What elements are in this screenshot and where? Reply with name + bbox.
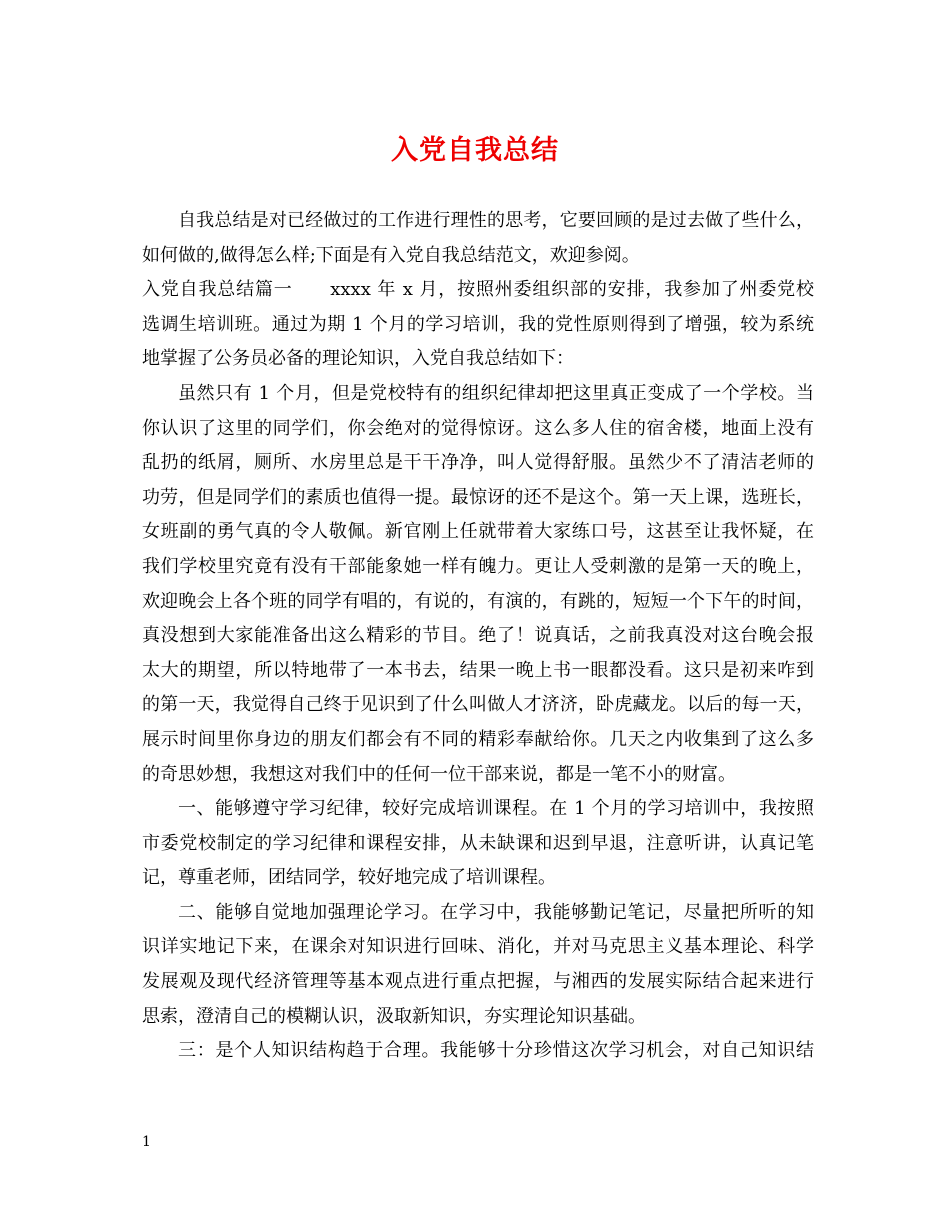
body-line: 你认识了这里的同学们，你会绝对的觉得惊讶。这么多人住的宿舍楼，地面上没有 (142, 417, 814, 439)
body-line: 乱扔的纸屑，厕所、水房里总是干干净净，叫人觉得舒服。虽然少不了清洁老师的 (142, 452, 814, 474)
body-line: 的奇思妙想，我想这对我们中的任何一位干部来说，都是一笔不小的财富。 (142, 763, 736, 785)
body-line: 记，尊重老师，团结同学，较好地完成了培训课程。 (142, 867, 556, 889)
body-line: 太大的期望，所以特地带了一本书去，结果一晚上书一眼都没看。这只是初来咋到 (142, 659, 814, 681)
body-line: 一、能够遵守学习纪律，较好完成培训课程。在 1 个月的学习培训中，我按照 (178, 798, 814, 820)
body-line: 思索，澄清自己的模糊认识，汲取新知识，夯实理论知识基础。 (142, 1005, 646, 1027)
body-line: 欢迎晚会上各个班的同学有唱的，有说的，有演的，有跳的，短短一个下午的时间， (142, 590, 814, 612)
body-line: 虽然只有 1 个月，但是党校特有的组织纪律却把这里真正变成了一个学校。当 (178, 382, 814, 404)
document-body (142, 204, 814, 1069)
body-line: 的第一天，我觉得自己终于见识到了什么叫做人才济济，卧虎藏龙。以后的每一天， (142, 694, 814, 716)
body-line: 展示时间里你身边的朋友们都会有不同的精彩奉献给你。几天之内收集到了这么多 (142, 728, 814, 750)
body-line: 真没想到大家能准备出这么精彩的节目。绝了！说真话，之前我真没对这台晚会报 (142, 625, 814, 647)
body-line: 地掌握了公务员必备的理论知识，入党自我总结如下： (142, 348, 574, 370)
body-line: 发展观及现代经济管理等基本观点进行重点把握，与湘西的发展实际结合起来进行 (142, 971, 814, 993)
body-line: 选调生培训班。通过为期 1 个月的学习培训，我的党性原则得到了增强，较为系统 (142, 313, 814, 335)
body-line: 我们学校里究竟有没有干部能象她一样有魄力。更让人受刺激的是第一天的晚上， (142, 555, 814, 577)
body-line: 自我总结是对已经做过的工作进行理性的思考，它要回顾的是过去做了些什么， (178, 210, 814, 231)
body-line: 识详实地记下来，在课余对知识进行回味、消化，并对马克思主义基本理论、科学 (142, 936, 814, 958)
body-line: 如何做的,做得怎么样;下面是有入党自我总结范文，欢迎参阅。 (142, 244, 640, 266)
body-line: 入党自我总结篇一 xxxx 年 x 月，按照州委组织部的安排，我参加了州委党校 (142, 279, 814, 301)
body-line: 市委党校制定的学习纪律和课程安排，从未缺课和迟到早退，注意听讲，认真记笔 (142, 832, 814, 854)
body-line: 三：是个人知识结构趋于合理。我能够十分珍惜这次学习机会，对自己知识结 (178, 1040, 814, 1062)
document-title: 入党自我总结 (391, 135, 559, 166)
body-line: 二、能够自觉地加强理论学习。在学习中，我能够勤记笔记，尽量把所听的知 (178, 901, 814, 923)
page-number: 1 (142, 1134, 151, 1150)
body-line: 女班副的勇气真的令人敬佩。新官刚上任就带着大家练口号，这甚至让我怀疑，在 (142, 521, 814, 543)
body-line: 功劳，但是同学们的素质也值得一提。最惊讶的还不是这个。第一天上课，选班长， (142, 486, 814, 508)
